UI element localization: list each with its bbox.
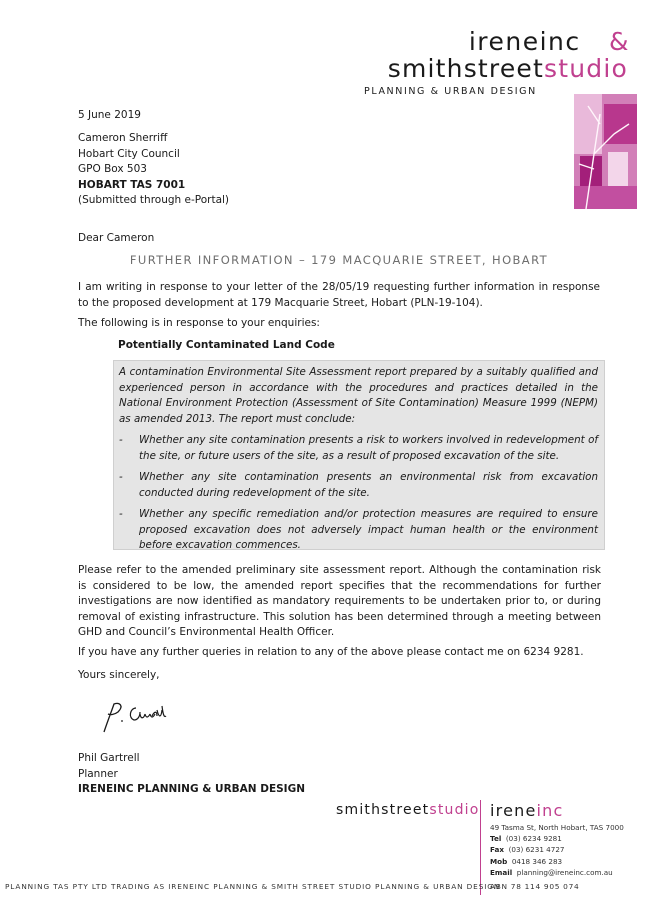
footer-address: 49 Tasma St, North Hobart, TAS 7000 bbox=[490, 823, 624, 832]
brand-smithstreet: smithstreet bbox=[387, 54, 545, 83]
brand-studio: studio bbox=[544, 54, 628, 83]
footer-ss-b: studio bbox=[429, 802, 480, 818]
signer-name: Phil Gartrell bbox=[78, 752, 140, 764]
body-paragraph-4: If you have any further queries in relation to any of the above please contact me on 6234 9281. bbox=[78, 646, 584, 658]
signer-company: IRENEINC PLANNING & URBAN DESIGN bbox=[78, 783, 305, 795]
footer-ii-a: irene bbox=[490, 801, 537, 820]
footer-divider bbox=[480, 800, 481, 895]
bullet-dash: - bbox=[119, 434, 123, 446]
quote-intro: A contamination Environmental Site Assessment report prepared by a suitably qualified and experienced person in accordance with the procedures and practices detailed in the National Environment Protection (Assessment of Site Contamination) Measure 1999 (NEPM) as amended 2013. The report must conclude: bbox=[119, 366, 598, 425]
footer-ss-a: smithstreet bbox=[336, 802, 430, 818]
quote-bullet-text: Whether any site contamination presents an environmental risk from excavation conducted during redevelopment of the site. bbox=[139, 471, 598, 499]
quote-bullet bbox=[119, 470, 598, 501]
email-label: Email bbox=[490, 867, 513, 877]
recipient-name: Cameron Sherriff bbox=[78, 132, 168, 144]
brand-logo-line2 bbox=[360, 55, 628, 83]
signature bbox=[90, 696, 180, 736]
salutation: Dear Cameron bbox=[78, 232, 155, 244]
mob-label: Mob bbox=[490, 856, 508, 866]
council-request-quote bbox=[113, 360, 605, 550]
body-paragraph-3: Please refer to the amended preliminary site assessment report. Although the contamination risk is considered to be low, the amended report specifies that the recommendations for further investigations are now identified as mandatory requirements to be undertaken prior to, or during removal of existing infrastructure. This solution has been determined through a meeting between GHD and Council’s Environmental Health Officer. bbox=[78, 564, 601, 638]
recipient-po-box: GPO Box 503 bbox=[78, 163, 147, 175]
brand-logo-line1 bbox=[380, 28, 630, 56]
bullet-dash: - bbox=[119, 471, 123, 483]
footer-tel: (03) 6234 9281 bbox=[505, 834, 562, 844]
quote-bullet bbox=[119, 433, 598, 464]
closing: Yours sincerely, bbox=[78, 669, 160, 681]
footer-smithstreetstudio-logo bbox=[336, 802, 480, 818]
footer-ireneinc-logo bbox=[490, 801, 563, 820]
footer-abn: ABN 78 114 905 074 bbox=[490, 882, 580, 891]
footer-ii-b: inc bbox=[536, 801, 564, 820]
brand-tagline: PLANNING & URBAN DESIGN bbox=[364, 86, 537, 97]
recipient-city: HOBART TAS 7001 bbox=[78, 178, 186, 191]
brand-ampersand: & bbox=[609, 27, 630, 56]
body-paragraph-2: The following is in response to your enquiries: bbox=[78, 317, 320, 329]
footer-fax: (03) 6231 4727 bbox=[508, 845, 565, 855]
footer-mob: 0418 346 283 bbox=[511, 856, 563, 866]
fax-label: Fax bbox=[490, 845, 504, 855]
bullet-dash: - bbox=[119, 508, 123, 520]
footer-contact bbox=[490, 822, 624, 878]
letter-subject: FURTHER INFORMATION – 179 MACQUARIE STREET, HOBART bbox=[129, 253, 549, 267]
body-paragraph-1: I am writing in response to your letter of the 28/05/19 requesting further information in response to the proposed development at 179 Macquarie Street, Hobart (PLN-19-104). bbox=[78, 281, 600, 309]
section-heading: Potentially Contaminated Land Code bbox=[118, 339, 335, 351]
signer-block bbox=[78, 751, 305, 798]
recipient-org: Hobart City Council bbox=[78, 147, 180, 160]
footer-email[interactable]: planning@ireneinc.com.au bbox=[516, 867, 613, 877]
tel-label: Tel bbox=[490, 834, 502, 844]
quote-bullet bbox=[119, 507, 598, 554]
footer-legal: PLANNING TAS PTY LTD TRADING AS IRENEINC PLANNING & SMITH STREET STUDIO PLANNING & URBAN DESIGN bbox=[5, 882, 501, 891]
quote-bullet-text: Whether any specific remediation and/or protection measures are required to ensure proposed excavation does not adversely impact human health or the environment before excavation commences. bbox=[139, 508, 598, 551]
header-photo bbox=[574, 94, 637, 209]
quote-bullet-text: Whether any site contamination presents a risk to workers involved in redevelopment of the site, or future users of the site, as a result of proposed excavation of the site. bbox=[139, 434, 598, 462]
recipient-note: (Submitted through e-Portal) bbox=[78, 194, 230, 206]
letter-date: 5 June 2019 bbox=[78, 109, 141, 121]
brand-ireneinc: ireneinc bbox=[468, 27, 581, 56]
signer-title: Planner bbox=[78, 767, 118, 780]
recipient-address bbox=[78, 131, 229, 209]
